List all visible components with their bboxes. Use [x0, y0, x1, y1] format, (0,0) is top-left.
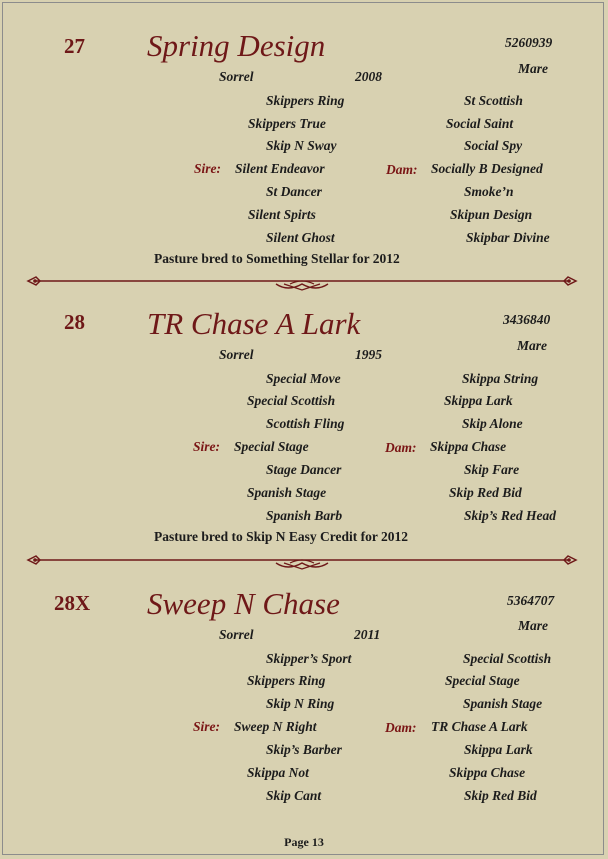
sire-label: Sire: — [193, 439, 220, 454]
breeding-note: Pasture bred to Skip N Easy Credit for 2012 — [154, 529, 409, 544]
registration-number: 5364707 — [507, 593, 555, 608]
pedigree-dam-sire-sire: Social Saint — [446, 116, 514, 131]
horse-entry — [0, 279, 608, 549]
dam-label: Dam: — [385, 440, 417, 455]
pedigree-sire-dam: Skip’s Barber — [266, 742, 342, 757]
pedigree-dam-dam-dam: Skipbar Divine — [466, 230, 550, 245]
horse-color: Sorrel — [219, 347, 254, 362]
sire-name: Special Stage — [234, 439, 309, 454]
pedigree-sire-sire-sire: Skippers True — [248, 116, 326, 131]
pedigree-dam-dam: Skippa Lark — [464, 742, 533, 757]
pedigree-dam-sire: Special Scottish — [463, 651, 552, 666]
pedigree-sire-sire: Special Move — [266, 371, 341, 386]
pedigree-dam-dam-dam: Skip’s Red Head — [464, 508, 556, 523]
pedigree-dam-dam: Skip Fare — [464, 462, 520, 477]
entry-number: 27 — [64, 34, 85, 58]
horse-sex: Mare — [518, 61, 548, 76]
horse-entry — [0, 559, 608, 829]
pedigree-sire-sire-dam: Skip N Ring — [266, 696, 335, 711]
horse-name: Sweep N Chase — [147, 586, 340, 621]
pedigree-dam-sire-sire: Special Stage — [445, 673, 520, 688]
dam-label: Dam: — [385, 720, 417, 735]
pedigree-sire-dam-dam: Silent Ghost — [266, 230, 335, 245]
pedigree-dam-sire-sire: Skippa Lark — [444, 393, 513, 408]
pedigree-sire-dam-dam: Spanish Barb — [266, 508, 343, 523]
registration-number: 5260939 — [505, 35, 553, 50]
page-number: Page 13 — [284, 835, 324, 849]
pedigree-sire-sire-sire: Special Scottish — [247, 393, 336, 408]
entry-number: 28X — [54, 591, 91, 615]
pedigree-sire-sire-sire: Skippers Ring — [247, 673, 326, 688]
pedigree-dam-dam-sire: Skip Red Bid — [449, 485, 522, 500]
sire-label: Sire: — [193, 719, 220, 734]
pedigree-sire-sire-dam: Scottish Fling — [266, 416, 345, 431]
dam-name: Skippa Chase — [430, 439, 507, 454]
pedigree-sire-dam-sire: Silent Spirts — [248, 207, 316, 222]
pedigree-dam-dam-sire: Skippa Chase — [449, 765, 526, 780]
horse-sex: Mare — [518, 618, 548, 633]
horse-color: Sorrel — [219, 69, 254, 84]
foal-year: 2011 — [354, 627, 381, 642]
pedigree-dam-dam-sire: Skipun Design — [450, 207, 533, 222]
breeding-note: Pasture bred to Something Stellar for 2012 — [154, 251, 400, 266]
registration-number: 3436840 — [503, 312, 551, 327]
pedigree-sire-dam-sire: Spanish Stage — [247, 485, 327, 500]
pedigree-sire-dam-dam: Skip Cant — [266, 788, 322, 803]
sire-name: Silent Endeavor — [235, 161, 325, 176]
pedigree-dam-dam-dam: Skip Red Bid — [464, 788, 537, 803]
pedigree-dam-sire: St Scottish — [464, 93, 523, 108]
pedigree-dam-sire: Skippa String — [462, 371, 539, 386]
pedigree-sire-dam-sire: Skippa Not — [247, 765, 309, 780]
foal-year: 2008 — [355, 69, 382, 84]
sire-name: Sweep N Right — [234, 719, 317, 734]
pedigree-dam-sire-dam: Spanish Stage — [463, 696, 543, 711]
horse-name: Spring Design — [147, 28, 326, 63]
dam-name: Socially B Designed — [431, 161, 543, 176]
foal-year: 1995 — [355, 347, 382, 362]
horse-name: TR Chase A Lark — [147, 306, 361, 341]
entry-number: 28 — [64, 310, 85, 334]
horse-sex: Mare — [517, 338, 547, 353]
pedigree-sire-dam: Stage Dancer — [266, 462, 342, 477]
pedigree-dam-dam: Smoke’n — [464, 184, 514, 199]
pedigree-sire-sire: Skippers Ring — [266, 93, 345, 108]
pedigree-sire-sire: Skipper’s Sport — [266, 651, 352, 666]
pedigree-sire-dam: St Dancer — [266, 184, 322, 199]
horse-entry — [0, 0, 608, 270]
horse-color: Sorrel — [219, 627, 254, 642]
dam-label: Dam: — [386, 162, 418, 177]
dam-name: TR Chase A Lark — [431, 719, 528, 734]
pedigree-dam-sire-dam: Social Spy — [464, 138, 523, 153]
sire-label: Sire: — [194, 161, 221, 176]
pedigree-dam-sire-dam: Skip Alone — [462, 416, 523, 431]
pedigree-sire-sire-dam: Skip N Sway — [266, 138, 337, 153]
